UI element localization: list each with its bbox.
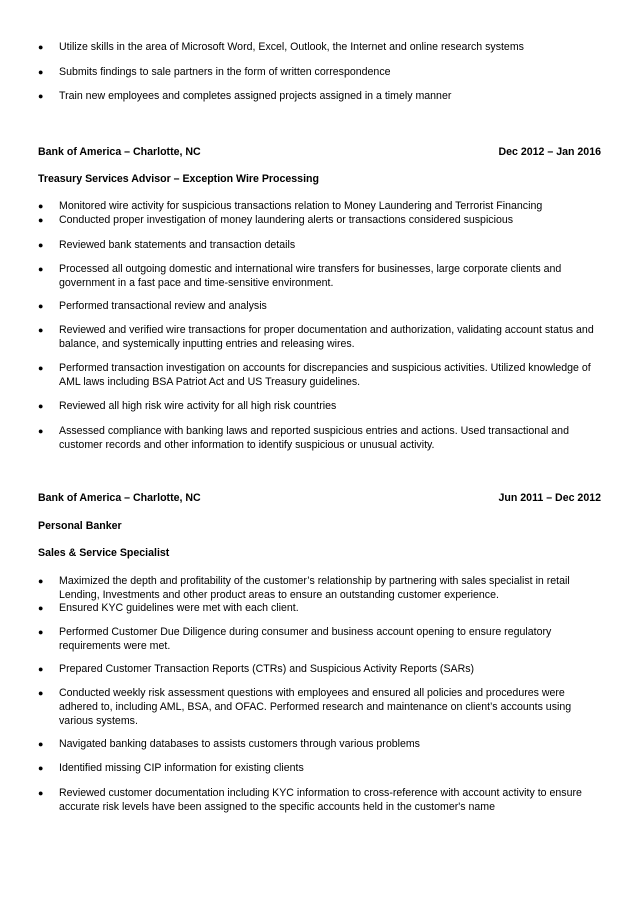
job1-employer: Bank of America – Charlotte, NC [38, 146, 201, 158]
bullet-icon: ● [38, 264, 44, 274]
bullet-icon: ● [38, 325, 44, 335]
bullet-icon: ● [38, 788, 44, 798]
bullet-icon: ● [38, 688, 44, 698]
bullet-icon: ● [38, 603, 44, 613]
bullet-icon: ● [38, 67, 44, 77]
job2-dates: Jun 2011 – Dec 2012 [498, 492, 601, 504]
bullet-icon: ● [38, 42, 44, 52]
bullet-icon: ● [38, 576, 44, 586]
resume-page: ● Utilize skills in the area of Microsoft Word, Excel, Outlook, the Internet and online research systems ● Submits findings to sale partners in the form of written correspondence ● Train new employees and completes assigned projects assigned in a timely manner Bank of America – Charlotte, NC Dec 2012 – Jan 2016 Treasury Services Advisor – Exception Wire Processing ● Monitored wire activity for suspicious transactions relation to Money Laundering and Terrorist Financing ● Conducted proper investigation of money laundering alerts or transactions considered suspicious ● Reviewed bank statements and transaction details ● Processed all outgoing domestic and international wire transfers for businesses, large corporate clients and government in a fast pace and time-sensitive environment. ● Performed transactional review and analysis ● Reviewed and verified wire transactions for proper documentation and authorization, validating account status and balance, and systemically inputting entries and releasing wires. ● Performed transaction investigation on accounts for discrepancies and suspicious activities. Utilized knowledge of AML laws including BSA Patriot Act and US Treasury guidelines. ● Reviewed all high risk wire activity for all high risk countries ● Assessed compliance with banking laws and reported suspicious entries and actions. Used transactional and customer records and other information to identify suspicious or unusual activity. Bank of America – Charlotte, NC Jun 2011 – Dec 2012 Personal Banker Sales & Service Specialist ● Maximized the depth and profitability of the customer’s relationship by partnering with sales specialist in retail Lending, Investments and other product areas to ensure an outstanding customer experience. ● Ensured KYC guidelines were met with each client. ● Performed Customer Due Diligence during consumer and business account opening to ensure regulatory requirements were met. ● Prepared Customer Transaction Reports (CTRs) and Suspicious Activity Reports (SARs) ● Conducted weekly risk assessment questions with employees and ensured all policies and procedures were adhered to, including AML, BSA, and OFAC. Performed research and maintenance on client’s accounts using various systems. ● Navigated banking databases to assists customers through various problems ● Identified missing CIP information for existing clients ● Reviewed customer documentation including KYC information to cross-reference with account activity to ensure accurate risk levels have been assigned to the specific accounts held in the customer's name [38, 41, 601, 813]
bullet-icon: ● [38, 426, 44, 436]
job1-dates: Dec 2012 – Jan 2016 [498, 146, 601, 158]
job1-title: Treasury Services Advisor – Exception Wire Processing [38, 173, 319, 185]
job2-title: Personal Banker [38, 520, 122, 532]
job2-subtitle: Sales & Service Specialist [38, 547, 170, 559]
bullet-icon: ● [38, 739, 44, 749]
bullet-icon: ● [38, 201, 44, 211]
bullet-icon: ● [38, 301, 44, 311]
bullet-icon: ● [38, 215, 44, 225]
bullet-icon: ● [38, 240, 44, 250]
job2-employer: Bank of America – Charlotte, NC [38, 492, 201, 504]
bullet-icon: ● [38, 363, 44, 373]
bullet-icon: ● [38, 664, 44, 674]
bullet-icon: ● [38, 401, 44, 411]
bullet-icon: ● [38, 627, 44, 637]
bullet-icon: ● [38, 91, 44, 101]
bullet-icon: ● [38, 763, 44, 773]
